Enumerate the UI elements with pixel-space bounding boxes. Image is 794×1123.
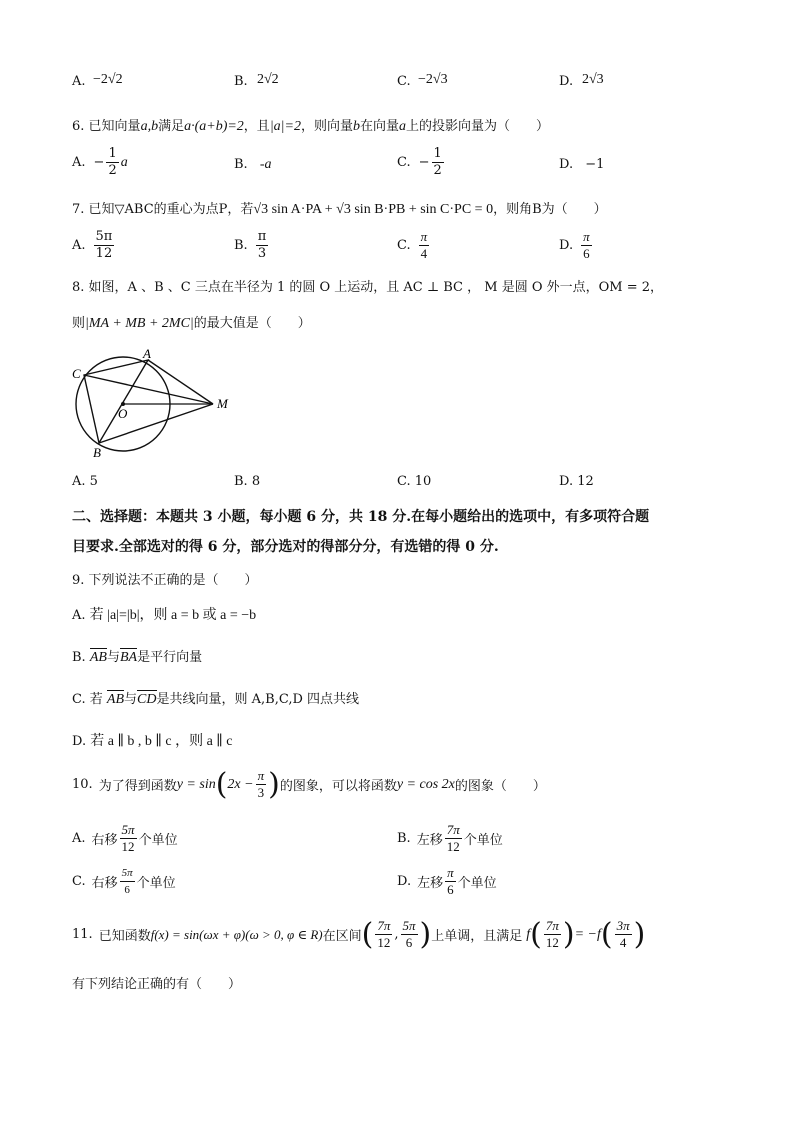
q11-stem-line1: 11. 已知函数 f(x) = sin(ωx + φ)(ω > 0, φ ∈ R) 在区间 ( $\frac{7\pi}{12}$ , $\frac{5\pi}{6}$ ) 上单调，且满足 f ( $\frac{7\pi}{12}$ ) = −f ( $\frac{3\pi}{4}$ ): [72, 916, 646, 952]
q10-func: y = sin: [176, 776, 216, 792]
frac-den: 6: [124, 884, 130, 896]
frac-num: 7π: [377, 918, 391, 933]
option-letter: A.: [72, 238, 86, 253]
q5-option-d[interactable]: 2√3: [582, 72, 604, 87]
q10-text: 的图象，可以将函数: [279, 779, 397, 794]
option-text: 个单位: [457, 876, 497, 891]
option-text: -a: [259, 157, 272, 172]
q8-text: 如图，A 、B 、C 三点在半径为 1 的圆 O 上运动，且 AC ⊥ BC ， M 是圆 O 外一点，OM = 2，: [88, 280, 664, 295]
q6-vectors: a,b: [140, 119, 159, 134]
option-letter: B.: [234, 157, 248, 172]
q9-option-a[interactable]: [72, 604, 256, 624]
q8-option-b[interactable]: [234, 474, 260, 489]
q10-text: 为了得到函数: [98, 779, 177, 794]
frac-num: π: [447, 865, 454, 880]
option-letter: D.: [397, 874, 412, 889]
frac-den: 12: [377, 935, 391, 950]
q7-option-c[interactable]: [397, 229, 431, 262]
option-letter: B.: [72, 650, 86, 665]
option-text: 与: [106, 650, 120, 665]
frac-num: π: [583, 229, 590, 244]
q9-option-b[interactable]: [72, 646, 202, 666]
paren-open-icon: (: [215, 766, 228, 802]
q11-number: 11.: [72, 927, 93, 942]
q5-option-d-letter[interactable]: D.: [559, 74, 574, 89]
frac-den: 2: [433, 163, 442, 178]
option-letter: A.: [72, 474, 86, 489]
q10-stem: [72, 768, 546, 801]
frac-den: 6: [447, 882, 454, 897]
option-letter: D.: [559, 238, 574, 253]
q9-option-c[interactable]: [72, 688, 359, 708]
option-text: 8: [251, 474, 261, 489]
section2-line1: 二、选择题：本题共 3 小题，每小题 6 分，共 18 分.在每小题给出的选项中，有多项符合题: [72, 509, 650, 525]
q6-text: 满足: [158, 119, 185, 134]
frac-num: 1: [108, 146, 117, 161]
paren-open-icon: (: [361, 916, 374, 952]
q6-option-d[interactable]: [559, 157, 604, 172]
q5-option-c-letter[interactable]: C.: [397, 74, 411, 89]
frac-den: 4: [420, 246, 428, 261]
q5-option-b-letter[interactable]: B.: [234, 74, 248, 89]
q6-text: ，则向量: [300, 119, 353, 134]
q8-option-a[interactable]: [72, 474, 98, 489]
frac-num: 5π: [121, 822, 135, 837]
q9-stem: 9. 下列说法不正确的是（ ）: [72, 573, 258, 588]
option-text: 10: [414, 474, 432, 489]
q11-stem-line2: 有下列结论正确的有（ ）: [72, 977, 242, 992]
q10-number: 10.: [72, 777, 93, 792]
frac-den: 4: [619, 935, 627, 950]
q11-text: 已知函数: [98, 929, 151, 944]
q8-number: 8.: [72, 280, 85, 295]
frac-den: 3: [257, 246, 267, 261]
q10-option-d[interactable]: [397, 865, 497, 898]
frac-den: 3: [257, 785, 265, 800]
frac-num: 1: [433, 146, 442, 161]
q6-stem: [72, 115, 549, 135]
q8-text: 则: [72, 316, 86, 331]
q10-option-b[interactable]: [397, 822, 503, 855]
option-sign: −: [93, 155, 105, 170]
paren-open-icon: (: [600, 916, 613, 952]
vector-ab: AB: [89, 650, 107, 665]
frac-den: 6: [405, 935, 413, 950]
option-letter: B.: [234, 474, 248, 489]
vector-ba: BA: [119, 650, 138, 665]
q10-func: 2x −: [227, 776, 254, 792]
option-text: 若 a ∥ b , b ∥ c ，则 a ∥ c: [90, 734, 233, 749]
option-text: 左移: [417, 876, 444, 891]
q8-stem-line2: [72, 312, 311, 332]
q7-formula: √3 sin A·PA + √3 sin B·PB + sin C·PC = 0: [253, 202, 494, 217]
q7-text: ，则角B为（ ）: [493, 202, 607, 217]
option-letter: A.: [72, 608, 86, 623]
option-text: 5: [89, 474, 98, 489]
option-letter: C.: [72, 874, 86, 889]
option-sign: −: [418, 155, 430, 170]
label-m: M: [217, 396, 228, 411]
option-letter: B.: [234, 238, 248, 253]
frac-den: 6: [583, 246, 590, 261]
q5-option-c[interactable]: −2√3: [418, 72, 448, 87]
section2-line2: 目要求.全部选对的得 6 分，部分选对的得部分分，有选错的得 0 分.: [72, 539, 499, 555]
option-text: 12: [577, 474, 594, 489]
frac-den: 12: [446, 839, 460, 854]
option-text: 是平行向量: [137, 650, 203, 665]
q10-text: 的图象（ ）: [454, 779, 546, 794]
frac-num: 3π: [616, 918, 630, 933]
frac-num: 7π: [446, 822, 460, 837]
q11-text: 在区间: [322, 929, 362, 944]
q8-formula: |MA + MB + 2MC|: [85, 316, 194, 331]
frac-num: 5π: [120, 865, 135, 882]
option-letter: C.: [397, 155, 411, 170]
option-text: 右移: [91, 876, 118, 891]
option-tail: a: [120, 154, 128, 170]
option-text: −1: [585, 157, 605, 172]
option-letter: C.: [72, 692, 86, 707]
option-text: 个单位: [463, 833, 503, 848]
label-b: B: [93, 445, 101, 460]
q6-text: 已知向量: [88, 119, 141, 134]
q10-option-c[interactable]: [72, 865, 176, 898]
q6-vector-b: b: [352, 119, 360, 134]
frac-den: 12: [545, 935, 559, 950]
label-a: A: [143, 346, 151, 361]
option-letter: A.: [72, 155, 86, 170]
q8-text: 的最大值是（ ）: [193, 316, 311, 331]
paren-open-icon: (: [530, 916, 542, 952]
q7-option-b[interactable]: [234, 229, 270, 262]
q6-norm: |a|=2: [269, 119, 301, 134]
vector-cd: CD: [137, 692, 157, 707]
q6-option-c[interactable]: [397, 146, 446, 179]
q8-circle-figure: [66, 340, 246, 465]
q7-stem: [72, 198, 607, 218]
label-c: C: [72, 366, 81, 381]
option-text: 若 |a|=|b|，则 a = b 或 a = −b: [89, 608, 257, 623]
frac-num: 5π: [95, 229, 113, 244]
frac-den: 12: [121, 839, 135, 854]
segment-cm: [84, 375, 213, 404]
frac-num: π: [257, 768, 265, 783]
paren-close-icon: ): [268, 766, 280, 802]
q6-text: 在向量: [359, 119, 399, 134]
q6-text: 上的投影向量为（ ）: [406, 119, 550, 134]
q11-func: = −f: [574, 926, 601, 942]
q11-func: f(x) = sin(ωx + φ)(ω > 0, φ ∈ R): [150, 926, 323, 942]
option-text: 个单位: [138, 833, 178, 848]
option-letter: D.: [72, 734, 87, 749]
q8-option-d[interactable]: [559, 474, 594, 489]
frac-num: π: [257, 229, 267, 244]
q7-option-a[interactable]: [72, 229, 116, 262]
q9-option-d[interactable]: [72, 730, 233, 750]
frac-den: 12: [95, 246, 113, 261]
option-text: 是共线向量，则 A,B,C,D 四点共线: [156, 692, 360, 707]
option-text: 与: [124, 692, 138, 707]
option-letter: C.: [397, 474, 411, 489]
option-letter: A.: [72, 831, 86, 846]
q6-option-b[interactable]: [234, 157, 272, 173]
q6-condition: a·(a+b)=2: [184, 119, 244, 134]
q6-option-a[interactable]: [72, 146, 128, 179]
q10-func: y = cos 2x: [396, 776, 455, 792]
q6-vector-a: a: [399, 119, 406, 134]
frac-num: 5π: [402, 918, 416, 933]
option-text: 左移: [416, 833, 443, 848]
paren-close-icon: ): [562, 916, 575, 952]
q10-option-a[interactable]: [72, 822, 178, 855]
frac-num: 7π: [545, 918, 559, 933]
q5-option-a-letter[interactable]: A.: [72, 74, 86, 89]
option-text: 个单位: [136, 876, 176, 891]
q7-number: 7.: [72, 202, 85, 217]
option-text: 右移: [91, 833, 118, 848]
q6-text: ，且: [243, 119, 270, 134]
q11-text: 上单调，且满足: [431, 929, 523, 944]
paren-close-icon: ): [633, 916, 646, 952]
q5-option-b[interactable]: 2√2: [257, 72, 279, 87]
q7-text: 已知▽ABC的重心为点P，若: [88, 202, 254, 217]
frac-num: π: [420, 229, 428, 244]
q5-option-a[interactable]: −2√2: [93, 72, 123, 87]
paren-close-icon: ): [419, 916, 432, 952]
frac-den: 2: [108, 163, 117, 178]
triangle-abc: [84, 360, 148, 443]
label-o: O: [118, 406, 128, 421]
option-letter: B.: [397, 831, 411, 846]
vector-ab: AB: [106, 692, 125, 707]
option-letter: D.: [559, 474, 574, 489]
option-letter: D.: [559, 157, 574, 172]
q11-func: f: [526, 926, 531, 942]
q8-option-c[interactable]: [397, 474, 431, 489]
q6-number: 6.: [72, 119, 85, 134]
q8-stem-line1: [72, 276, 663, 295]
option-text: 若: [89, 692, 103, 707]
option-letter: C.: [397, 238, 411, 253]
q7-option-d[interactable]: [559, 229, 594, 262]
